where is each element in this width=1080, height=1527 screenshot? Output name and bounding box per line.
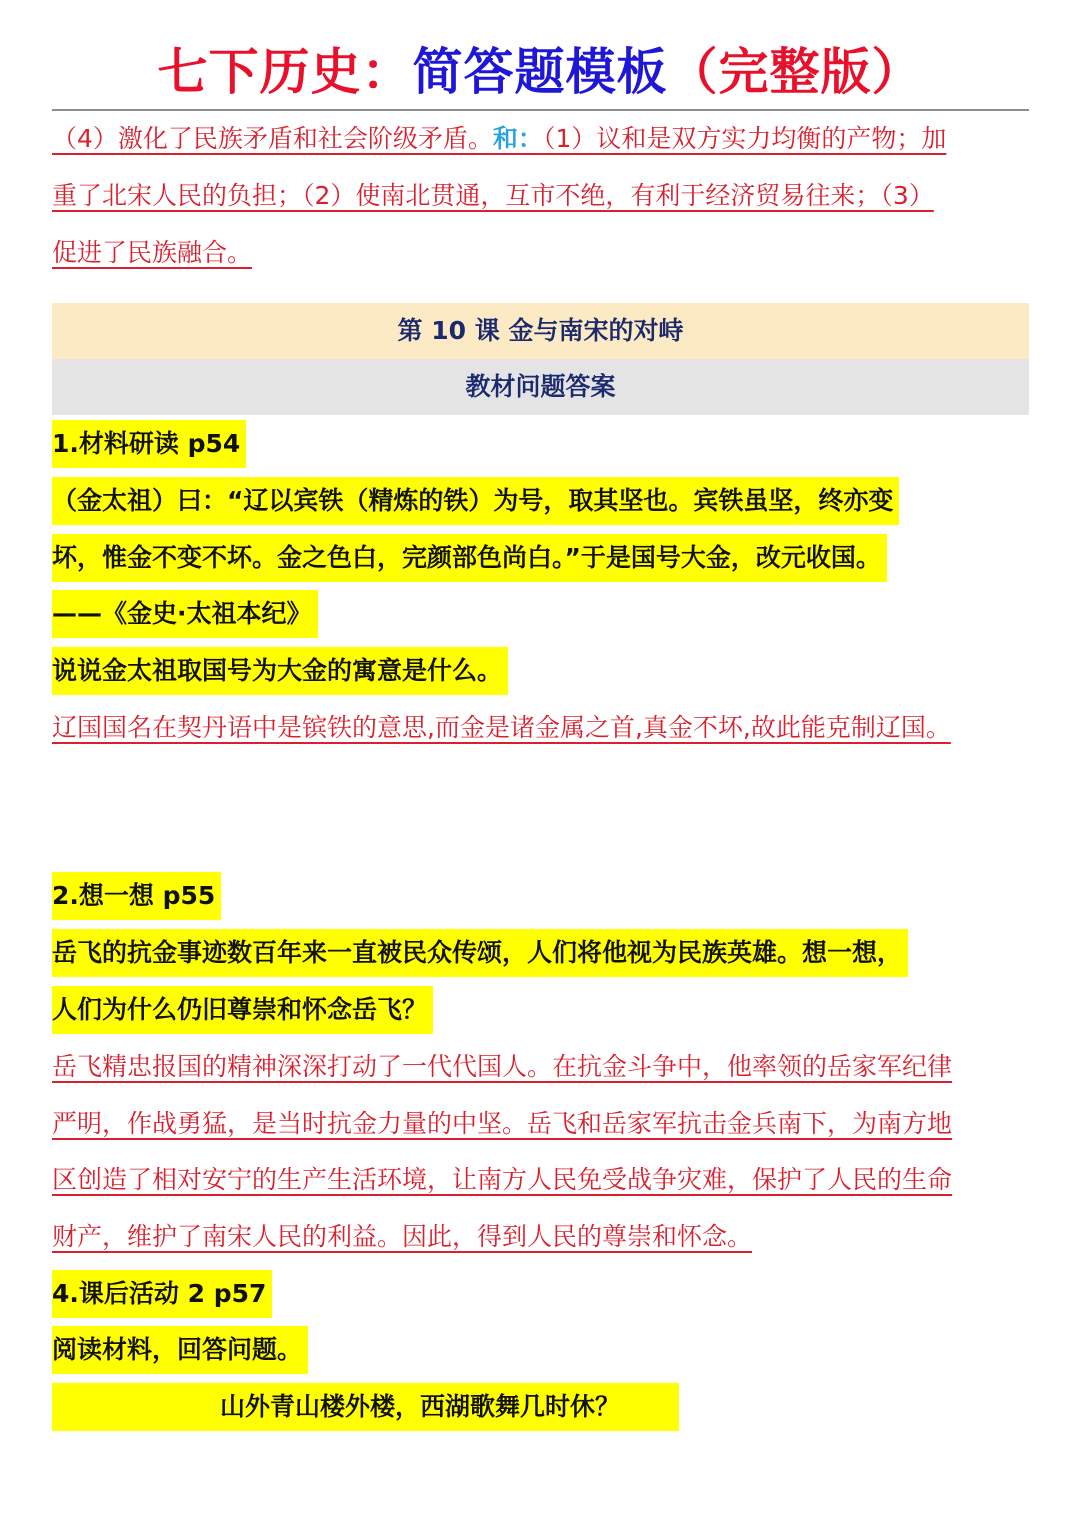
section-title: 教材问题答案 xyxy=(465,372,616,401)
answer-line: 重了北宋人民的负担；（2）使南北贯通，互市不绝，有利于经济贸易往来；（3） xyxy=(52,181,934,210)
he-label: 和： xyxy=(492,124,543,153)
answer-line: 促进了民族融合。 xyxy=(52,238,253,267)
material-text: 坏，惟金不变不坏。金之色白，完颜部色尚白。”于是国号大金，改元收国。 xyxy=(52,534,887,582)
material-source: ——《金史·太祖本纪》 xyxy=(52,590,318,638)
question-heading: 2.想一想 p55 xyxy=(52,872,221,920)
question-text: 说说金太祖取国号为大金的寓意是什么。 xyxy=(52,647,508,695)
answer-line: 岳飞精忠报国的精神深深打动了一代代国人。在抗金斗争中，他率领的岳家军纪律 xyxy=(52,1052,953,1081)
answer-line: 区创造了相对安宁的生产生活环境，让南方人民免受战争灾难，保护了人民的生命 xyxy=(52,1165,953,1194)
page-title xyxy=(0,40,1080,104)
title-main: 简答题模板 xyxy=(412,43,668,101)
section-title-bar xyxy=(52,359,1029,415)
title-divider xyxy=(52,109,1029,111)
title-edition: （完整版） xyxy=(667,43,923,101)
answer-line: 辽国国名在契丹语中是镔铁的意思,而金是诸金属之首,真金不坏,故此能克制辽国。 xyxy=(52,713,951,742)
poem-line: 山外青山楼外楼，西湖歌舞几时休？ xyxy=(52,1383,679,1431)
lesson-title-bar xyxy=(52,303,1029,359)
material-text: （金太祖）曰：“辽以宾铁（精炼的铁）为号，取其坚也。宾铁虽坚，终亦变 xyxy=(52,477,899,525)
question-text: 阅读材料，回答问题。 xyxy=(52,1326,308,1374)
answer-line: 财产，维护了南宋人民的利益。因此，得到人民的尊崇和怀念。 xyxy=(52,1222,753,1251)
question-heading: 4.课后活动 2 p57 xyxy=(52,1270,272,1318)
answer-line: （4）激化了民族矛盾和社会阶级矛盾。和：（1）议和是双方实力均衡的产物；加 xyxy=(52,124,947,153)
lesson-title: 第 10 课 金与南宋的对峙 xyxy=(397,316,684,345)
title-subject: 七下历史： xyxy=(157,43,413,101)
question-text: 人们为什么仍旧尊崇和怀念岳飞？ xyxy=(52,986,433,1034)
answer-line: 严明，作战勇猛，是当时抗金力量的中坚。岳飞和岳家军抗击金兵南下，为南方地 xyxy=(52,1109,953,1138)
question-heading: 1.材料研读 p54 xyxy=(52,420,246,468)
question-text: 岳飞的抗金事迹数百年来一直被民众传颂，人们将他视为民族英雄。想一想， xyxy=(52,929,908,977)
